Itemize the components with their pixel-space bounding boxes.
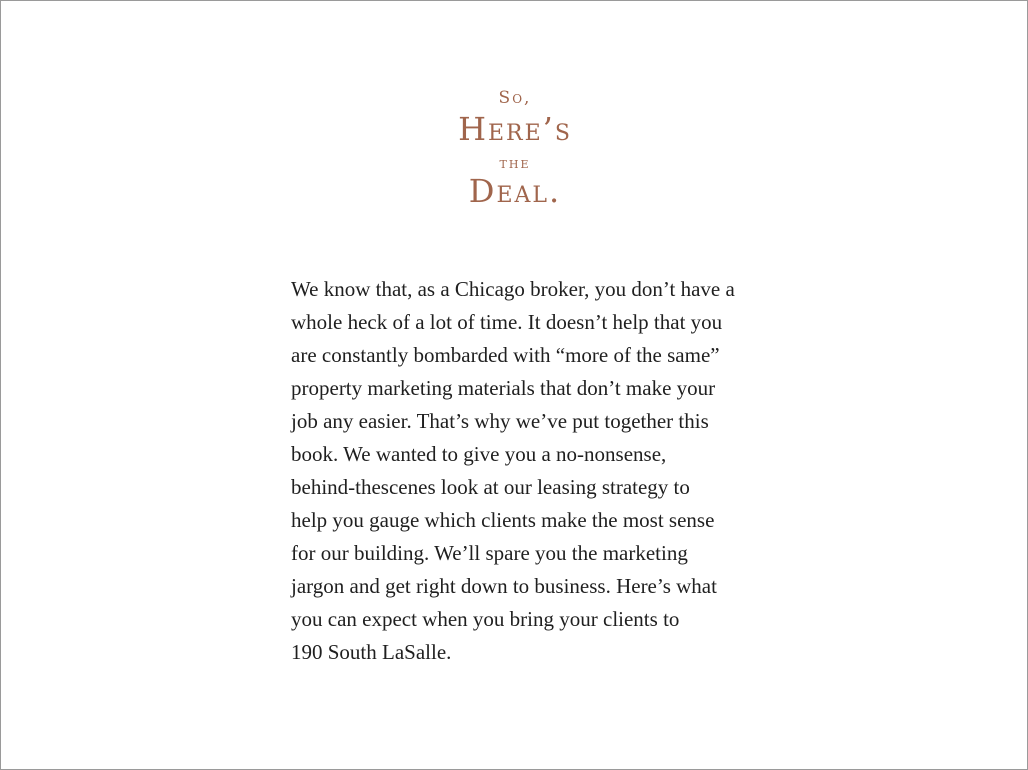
body-line: behind-thescenes look at our leasing strategy to <box>291 475 690 499</box>
body-line: jargon and get right down to business. Here’s what <box>291 574 717 598</box>
body-line: whole heck of a lot of time. It doesn’t help that you <box>291 310 723 334</box>
body-line: book. We wanted to give you a no-nonsense, <box>291 442 667 466</box>
body-line: 190 South LaSalle. <box>291 640 452 664</box>
body-paragraph <box>291 273 771 669</box>
page-heading <box>1 87 1028 211</box>
heading-line-deal: Deal. <box>468 172 562 210</box>
body-line: you can expect when you bring your clients to <box>291 607 680 631</box>
heading-line-heres: Here’s <box>458 110 572 148</box>
body-line: property marketing materials that don’t make your <box>291 376 716 400</box>
heading-line-so: So, <box>498 88 532 108</box>
body-line: for our building. We’ll spare you the marketing <box>291 541 688 565</box>
body-line: job any easier. That’s why we’ve put together this <box>291 409 709 433</box>
heading-line-the: the <box>499 154 531 172</box>
body-line: are constantly bombarded with “more of the same” <box>291 343 720 367</box>
body-line: help you gauge which clients make the most sense <box>291 508 715 532</box>
body-line: We know that, as a Chicago broker, you don’t have a <box>291 277 735 301</box>
